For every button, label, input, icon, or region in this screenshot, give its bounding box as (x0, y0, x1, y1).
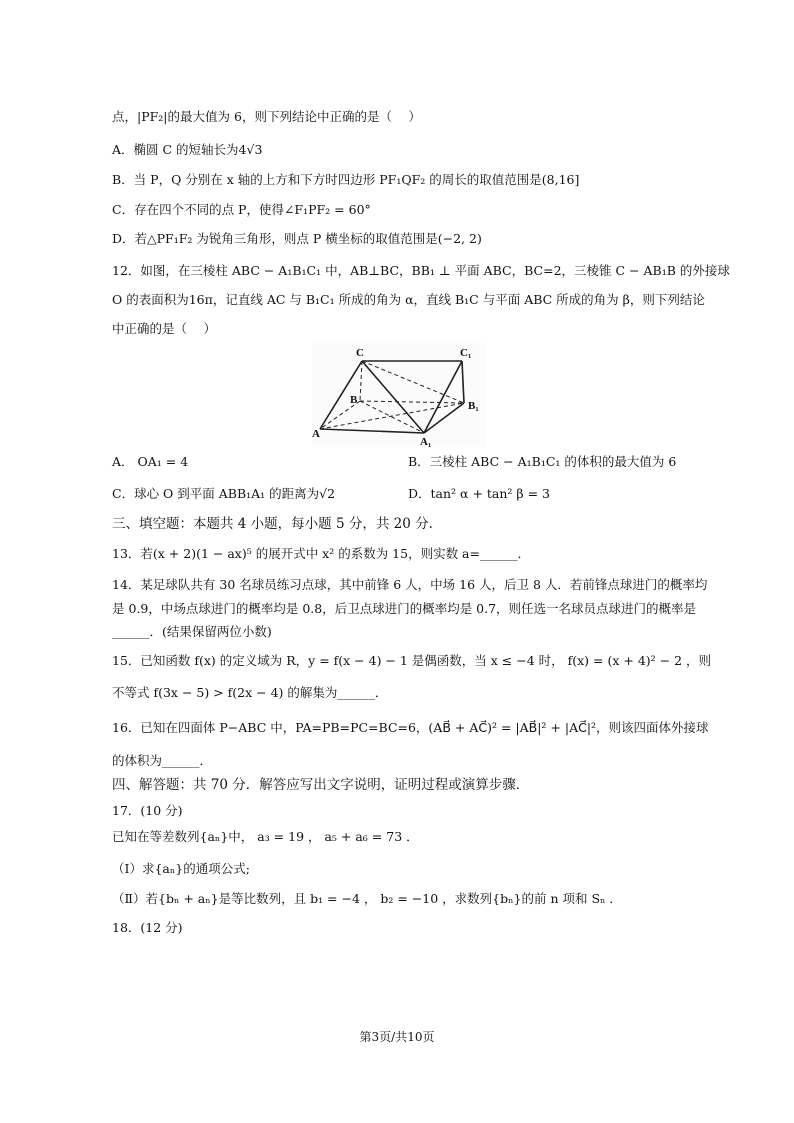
page-footer: 第3页/共10页 (359, 1030, 435, 1044)
q13: 13．若(x + 2)(1 − ax)⁵ 的展开式中 x² 的系数为 15，则实数 a=______． (112, 546, 530, 561)
q12-line-3: 中正确的是（ ） (112, 321, 216, 336)
q17-stem: 已知在等差数列{aₙ}中， a₃ = 19 ， a₅ + a₆ = 73 ． (112, 829, 419, 844)
section-3-heading: 三、填空题：本题共 4 小题，每小题 5 分，共 20 分． (112, 516, 443, 532)
q12-option-c: C．球心 O 到平面 ABB₁A₁ 的距离为√2 (112, 486, 336, 501)
q15-line-1: 15．已知函数 f(x) 的定义域为 R，y = f(x − 4) − 1 是偶函数，当 x ≤ −4 时， f(x) = (x + 4)² − 2 ，则 (112, 653, 711, 668)
q17-part-1: （Ⅰ）求{aₙ}的通项公式; (112, 861, 250, 876)
q15-line-2: 不等式 f(3x − 5) > f(2x − 4) 的解集为______． (112, 685, 388, 700)
q11-option-b: B．当 P，Q 分别在 x 轴的上方和下方时四边形 PF₁QF₂ 的周长的取值范围是(8,16] (112, 172, 580, 187)
q11-option-a: A．椭圆 C 的短轴长为4√3 (112, 142, 263, 157)
q16-line-2: 的体积为______． (112, 753, 213, 768)
label-c: C (356, 347, 364, 359)
label-a1: A₁ (420, 436, 432, 447)
label-b1: B₁ (468, 400, 479, 412)
label-b: B (350, 394, 358, 406)
q17-part-2: （Ⅱ）若{bₙ + aₙ}是等比数列，且 b₁ = −4 ， b₂ = −10 ，求数列{bₙ}的前 n 项和 Sₙ ． (112, 891, 622, 906)
q12-line-2: O 的表面积为16π，记直线 AC 与 B₁C₁ 所成的角为 α，直线 B₁C 与平面 ABC 所成的角为 β，则下列结论 (112, 292, 705, 307)
q12-line-1: 12．如图，在三棱柱 ABC − A₁B₁C₁ 中，AB⊥BC，BB₁ ⊥ 平面 ABC，BC=2，三棱锥 C − AB₁B 的外接球 (112, 263, 730, 278)
label-a: A (312, 428, 320, 440)
label-c1: C₁ (460, 347, 472, 359)
prism-figure (312, 343, 486, 447)
q14-line-2: 是 0.9，中场点球进门的概率均是 0.8，后卫点球进门的概率均是 0.7，则任选一名球员点球进门的概率是 (112, 601, 697, 616)
q11-option-d: D．若△PF₁F₂ 为锐角三角形，则点 P 横坐标的取值范围是(−2, 2) (112, 231, 482, 246)
q12-option-b: B．三棱柱 ABC − A₁B₁C₁ 的体积的最大值为 6 (408, 454, 677, 469)
q12-option-d: D．tan² α + tan² β = 3 (408, 486, 551, 501)
q11-stem-tail: 点，|PF₂|的最大值为 6，则下列结论中正确的是（ ） (112, 109, 421, 124)
q12-option-a: A． OA₁ = 4 (112, 454, 189, 469)
q16-line-1: 16．已知在四面体 P−ABC 中，PA=PB=PC=BC=6，(AB⃗ + AC⃗)² = |AB⃗|² + |AC⃗|²，则该四面体外接球 (112, 720, 709, 735)
q14-line-3: ______．(结果保留两位小数) (112, 624, 272, 639)
section-4-heading: 四、解答题：共 70 分．解答应写出文字说明，证明过程或演算步骤． (112, 777, 530, 793)
q18-heading: 18．(12 分) (112, 920, 183, 935)
q14-line-1: 14．某足球队共有 30 名球员练习点球，其中前锋 6 人，中场 16 人，后卫 8 人．若前锋点球进门的概率均 (112, 577, 708, 592)
q17-heading: 17．(10 分) (112, 803, 183, 818)
q11-option-c: C．存在四个不同的点 P，使得∠F₁PF₂ = 60° (112, 202, 371, 217)
